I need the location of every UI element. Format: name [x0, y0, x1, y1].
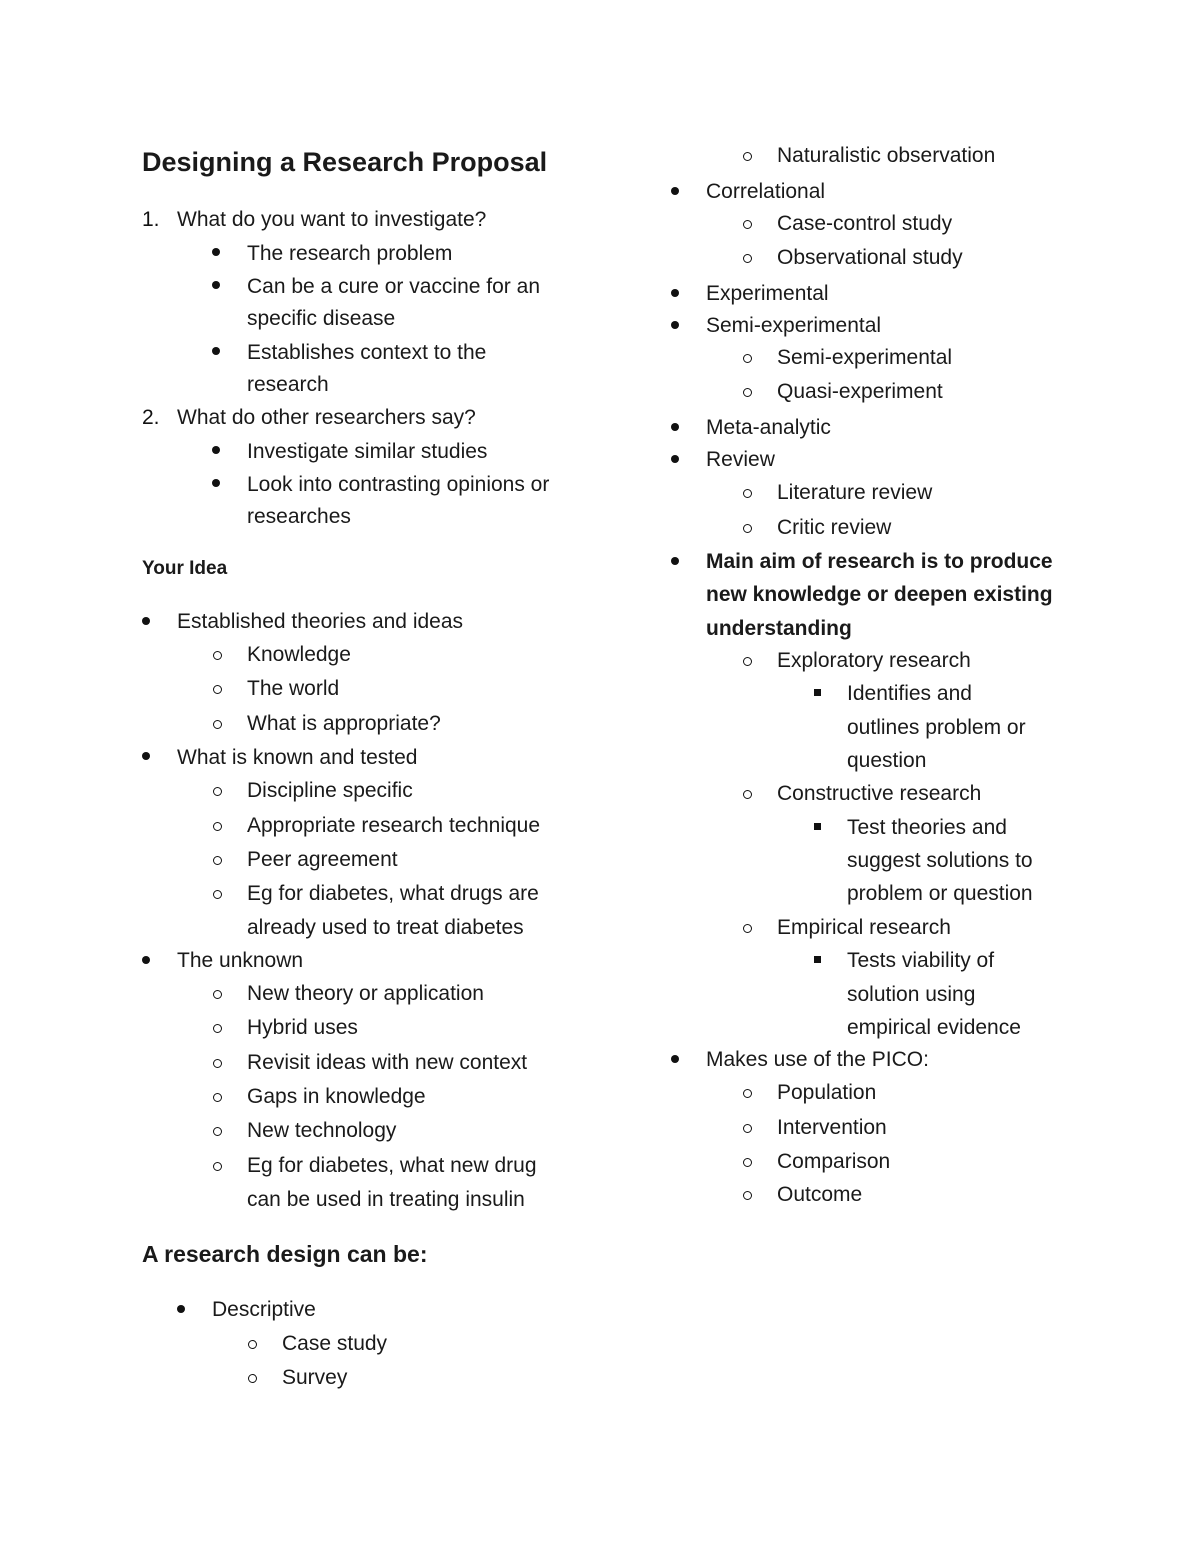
list-item: Eg for diabetes, what new drug	[247, 1154, 537, 1177]
circle-bullet-icon	[213, 856, 222, 865]
list-item: New technology	[247, 1119, 397, 1142]
bullet-icon	[142, 752, 150, 760]
circle-bullet-icon	[213, 1024, 222, 1033]
list-item: The research problem	[247, 242, 453, 265]
list-item: empirical evidence	[847, 1016, 1021, 1039]
bullet-icon	[212, 479, 220, 487]
list-item: Investigate similar studies	[247, 440, 488, 463]
list-item: Case-control study	[777, 212, 953, 235]
list-item: Quasi-experiment	[777, 380, 943, 403]
list-item: Knowledge	[247, 643, 351, 666]
list-item: Observational study	[777, 246, 963, 269]
list-item: Constructive research	[777, 782, 982, 805]
list-item: What is appropriate?	[247, 712, 441, 735]
bullet-icon	[671, 557, 679, 565]
bullet-icon	[671, 423, 679, 431]
list-item: Revisit ideas with new context	[247, 1051, 528, 1074]
list-item: Test theories and	[847, 816, 1007, 839]
list-item: question	[847, 749, 927, 772]
list-item: Comparison	[777, 1150, 891, 1173]
list-item: can be used in treating insulin	[247, 1188, 525, 1211]
list-item: Critic review	[777, 516, 892, 539]
list-item: Descriptive	[212, 1298, 316, 1321]
circle-bullet-icon	[213, 651, 222, 660]
list-item: Case study	[282, 1332, 388, 1355]
list-item: Identifies and	[847, 682, 972, 705]
bullet-icon	[671, 321, 679, 329]
section-heading: Your Idea	[142, 558, 228, 579]
circle-bullet-icon	[743, 1158, 752, 1167]
square-bullet-icon	[814, 956, 821, 963]
list-item: already used to treat diabetes	[247, 916, 524, 939]
list-item: Correlational	[706, 180, 826, 203]
question-text: What do you want to investigate?	[177, 208, 487, 231]
circle-bullet-icon	[743, 1191, 752, 1200]
circle-bullet-icon	[743, 254, 752, 263]
bullet-icon	[177, 1305, 185, 1313]
list-item: New theory or application	[247, 982, 484, 1005]
list-item: Semi-experimental	[777, 346, 953, 369]
list-item: Literature review	[777, 481, 933, 504]
list-item: The unknown	[177, 949, 304, 972]
circle-bullet-icon	[743, 1124, 752, 1133]
circle-bullet-icon	[213, 720, 222, 729]
list-item: solution using	[847, 983, 976, 1006]
bullet-icon	[671, 289, 679, 297]
circle-bullet-icon	[743, 388, 752, 397]
circle-bullet-icon	[743, 152, 752, 161]
circle-bullet-icon	[213, 890, 222, 899]
circle-bullet-icon	[213, 1093, 222, 1102]
circle-bullet-icon	[248, 1340, 257, 1349]
list-item: Experimental	[706, 282, 829, 305]
list-number: 1.	[142, 208, 160, 231]
list-item: suggest solutions to	[847, 849, 1033, 872]
circle-bullet-icon	[743, 657, 752, 666]
list-item: Eg for diabetes, what drugs are	[247, 882, 539, 905]
list-item: Review	[706, 448, 775, 471]
bullet-icon	[671, 187, 679, 195]
list-item: researches	[247, 505, 351, 528]
circle-bullet-icon	[743, 220, 752, 229]
circle-bullet-icon	[743, 489, 752, 498]
list-item: Gaps in knowledge	[247, 1085, 426, 1108]
list-number: 2.	[142, 406, 160, 429]
list-item: Population	[777, 1081, 877, 1104]
section-heading: A research design can be:	[142, 1241, 428, 1267]
bullet-icon	[671, 455, 679, 463]
list-item: research	[247, 373, 329, 396]
bullet-icon	[212, 248, 220, 256]
list-item: Meta-analytic	[706, 416, 831, 439]
list-item: Tests viability of	[847, 949, 995, 972]
square-bullet-icon	[814, 823, 821, 830]
bullet-icon	[671, 1055, 679, 1063]
circle-bullet-icon	[213, 1162, 222, 1171]
circle-bullet-icon	[743, 1089, 752, 1098]
circle-bullet-icon	[213, 822, 222, 831]
list-item: problem or question	[847, 882, 1033, 905]
list-item: new knowledge or deepen existing	[706, 583, 1053, 606]
bullet-icon	[142, 617, 150, 625]
bullet-icon	[212, 446, 220, 454]
list-item: Intervention	[777, 1116, 887, 1139]
circle-bullet-icon	[213, 787, 222, 796]
bullet-icon	[212, 281, 220, 289]
circle-bullet-icon	[213, 990, 222, 999]
circle-bullet-icon	[743, 524, 752, 533]
page-title: Designing a Research Proposal	[142, 147, 548, 177]
list-item: Appropriate research technique	[247, 814, 541, 837]
list-item: Naturalistic observation	[777, 144, 996, 167]
circle-bullet-icon	[248, 1374, 257, 1383]
list-item: specific disease	[247, 307, 396, 330]
bullet-icon	[212, 347, 220, 355]
list-item: Can be a cure or vaccine for an	[247, 275, 540, 298]
list-item: Semi-experimental	[706, 314, 882, 337]
list-item: understanding	[706, 617, 852, 640]
list-item: Look into contrasting opinions or	[247, 473, 550, 496]
circle-bullet-icon	[743, 924, 752, 933]
circle-bullet-icon	[213, 1127, 222, 1136]
circle-bullet-icon	[213, 685, 222, 694]
list-item: Survey	[282, 1366, 348, 1389]
question-text: What do other researchers say?	[177, 406, 476, 429]
list-item: Exploratory research	[777, 649, 971, 672]
list-item: Peer agreement	[247, 848, 398, 871]
list-item: Discipline specific	[247, 779, 413, 802]
list-item: Hybrid uses	[247, 1016, 358, 1039]
list-item: Empirical research	[777, 916, 951, 939]
bullet-icon	[142, 956, 150, 964]
list-item: Main aim of research is to produce	[706, 550, 1053, 573]
list-item: Makes use of the PICO:	[706, 1048, 929, 1071]
list-item: outlines problem or	[847, 716, 1026, 739]
list-item: Establishes context to the	[247, 341, 487, 364]
list-item: What is known and tested	[177, 746, 418, 769]
circle-bullet-icon	[743, 790, 752, 799]
list-item: Established theories and ideas	[177, 610, 464, 633]
circle-bullet-icon	[213, 1059, 222, 1068]
circle-bullet-icon	[743, 354, 752, 363]
square-bullet-icon	[814, 689, 821, 696]
list-item: The world	[247, 677, 340, 700]
list-item: Outcome	[777, 1183, 863, 1206]
